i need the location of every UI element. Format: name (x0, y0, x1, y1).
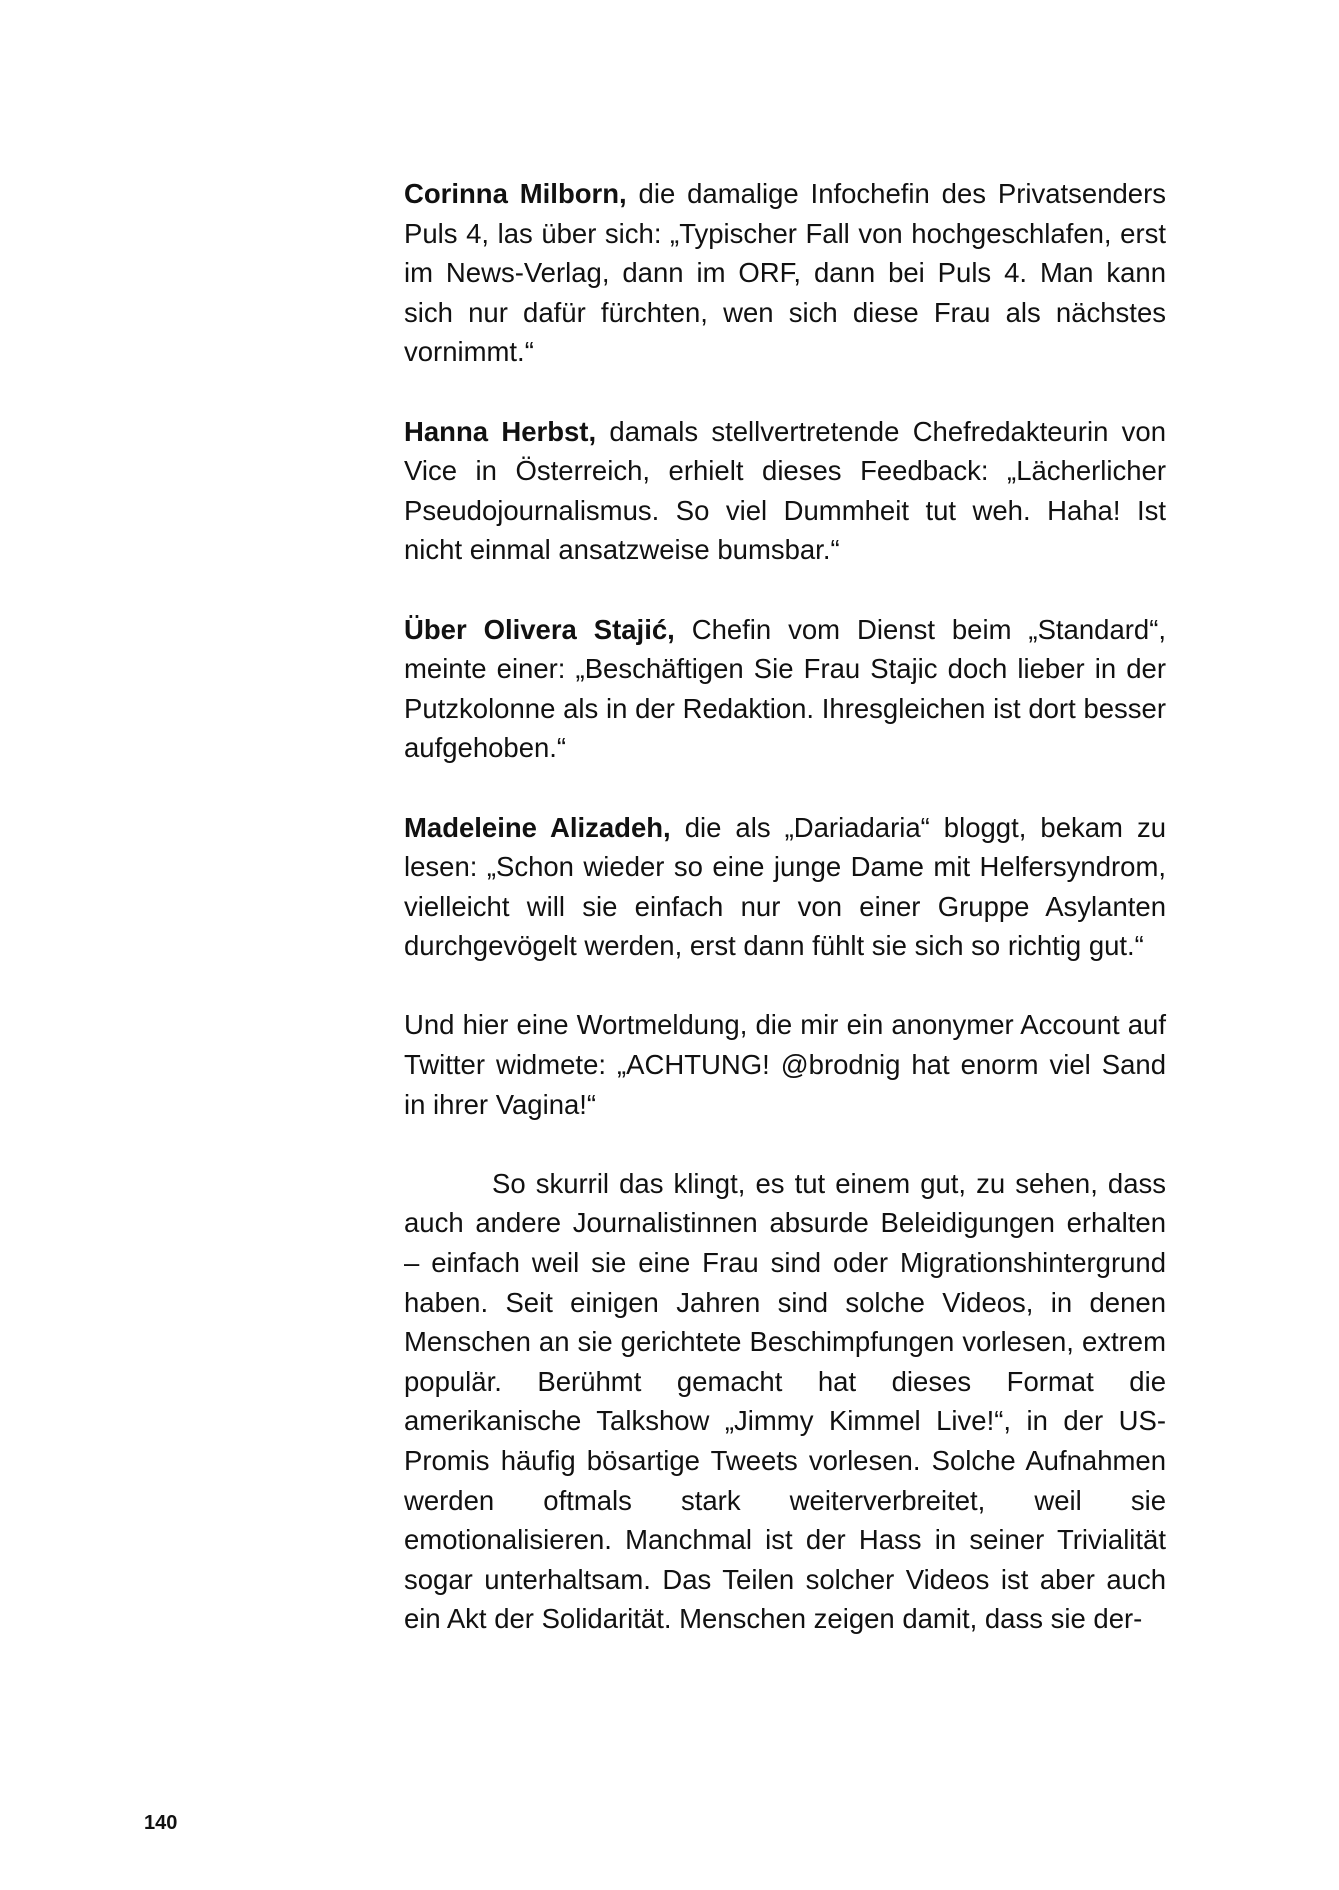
person-name: Corinna Milborn, (404, 178, 627, 209)
person-name: Über Olivera Stajić, (404, 613, 675, 645)
twitter-paragraph: Und hier eine Wortmeldung, die mir ein anonymer Account auf Twitter widmete: „ACHTUNG! @brodnig hat enorm viel Sand in ihrer Vagina!“ (404, 1009, 1166, 1120)
quote-text: damals stellvertretende Chefredakteurin von Vice in Österreich, erhielt dieses Feedback: „Lächerlicher Pseudojournalismus. So viel Dummheit tut weh. Haha! Ist nicht einmal ansatzweise bumsbar.“ (404, 415, 1167, 566)
body-paragraph: So skurril das klingt, es tut einem gut, zu sehen, dass auch andere Journalistinnen absurde Beleidigungen erhalten – einfach weil sie eine Frau sind oder Migrationshintergrund haben. Seit einigen Jahren sind solche Videos, in denen Menschen an sie gerichtete Beschimpfungen vorlesen, extrem populär. Berühmt gemacht hat dieses Format die amerikanische Talkshow „Jimmy Kimmel Live!“, in der US-Promis häufig bösartige Tweets vorlesen. Solche Aufnahmen werden oftmals stark weiterverbreitet, weil sie emotionalisieren. Manchmal ist der Hass in seiner Trivialität sogar unterhaltsam. Das Teilen solcher Videos ist aber auch ein Akt der Solidarität. Menschen zeigen damit, dass sie der- (404, 1167, 1166, 1635)
quote-paragraph-alizadeh (404, 808, 1166, 966)
quote-text: die damalige Infochefin des Privatsenders Puls 4, las über sich: „Typischer Fall von hochgeschlafen, erst im News-Verlag, dann im ORF, dann bei Puls 4. Man kann sich nur dafür fürchten, wen sich diese Frau als nächstes vornimmt.“ (404, 178, 1166, 368)
quote-paragraph-milborn (404, 174, 1166, 372)
page-body-text (404, 174, 1166, 1639)
quote-text: Chefin vom Dienst beim „Standard“, meinte einer: „Beschäftigen Sie Frau Stajic doch lieber in der Putzkolonne als in der Redaktion. Ihresgleichen ist dort besser aufgehoben.“ (404, 613, 1166, 764)
page-number: 140 (144, 1812, 178, 1834)
person-name: Madeleine Alizadeh, (404, 811, 671, 843)
quote-text: die als „Dariadaria“ bloggt, bekam zu lesen: „Schon wieder so eine junge Dame mit Helfersyndrom, vielleicht will sie einfach nur von einer Gruppe Asylanten durchgevögelt werden, erst dann fühlt sie sich so richtig gut.“ (404, 811, 1167, 962)
person-name: Hanna Herbst, (404, 415, 597, 447)
quote-paragraph-stajic (404, 610, 1166, 768)
quote-paragraph-herbst (404, 412, 1166, 570)
